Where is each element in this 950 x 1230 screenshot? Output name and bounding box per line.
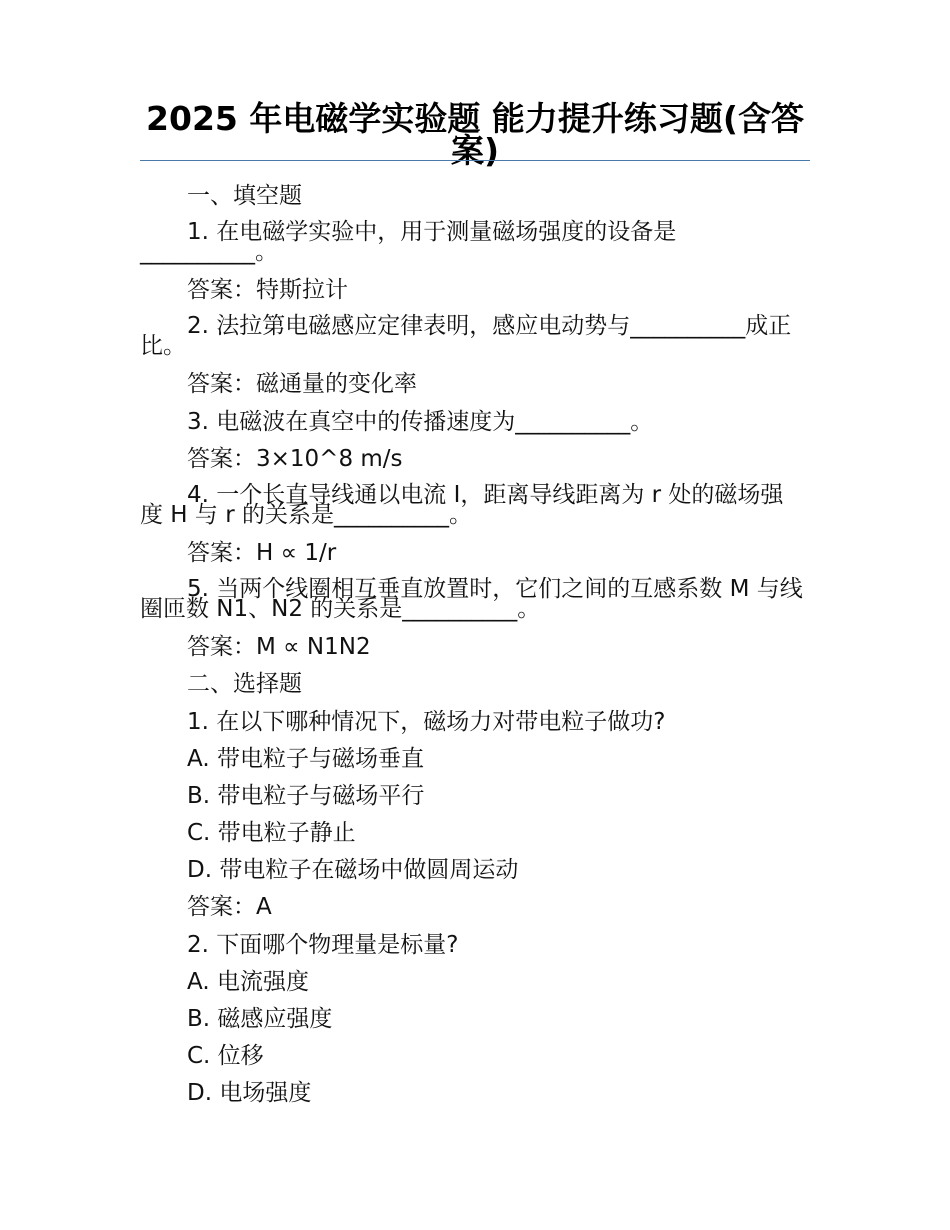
fill-answer-5: 答案：M ∝ N1N2 xyxy=(187,634,371,661)
choice-option-1c: C. 带电粒子静止 xyxy=(187,820,356,847)
document-title: 2025 年电磁学实验题 能力提升练习题(含答案) xyxy=(146,99,804,170)
document-body xyxy=(140,178,805,1113)
choice-question-1: 1. 在以下哪种情况下，磁场力对带电粒子做功? xyxy=(187,708,666,735)
section-heading-fill: 一、填空题 xyxy=(187,183,302,209)
fill-answer-3: 答案：3×10^8 m/s xyxy=(187,445,403,472)
title-divider xyxy=(140,160,810,161)
fill-question-2: 2. 法拉第电磁感应定律表明，感应电动势与__________成正比。 xyxy=(140,313,792,360)
fill-answer-1: 答案：特斯拉计 xyxy=(187,277,348,304)
choice-option-2c: C. 位移 xyxy=(187,1043,264,1070)
choice-option-1b: B. 带电粒子与磁场平行 xyxy=(187,782,425,809)
choice-option-1d: D. 带电粒子在磁场中做圆周运动 xyxy=(187,857,519,884)
choice-option-2b: B. 磁感应强度 xyxy=(187,1006,333,1032)
fill-question-3: 3. 电磁波在真空中的传播速度为__________。 xyxy=(187,408,654,435)
choice-option-1a: A. 带电粒子与磁场垂直 xyxy=(187,745,424,772)
choice-option-2d: D. 电场强度 xyxy=(187,1080,312,1107)
choice-question-2: 2. 下面哪个物理量是标量? xyxy=(187,931,459,958)
fill-answer-2: 答案：磁通量的变化率 xyxy=(187,371,417,398)
fill-question-1: 1. 在电磁学实验中，用于测量磁场强度的设备是__________。 xyxy=(140,219,677,266)
fill-question-4: 4. 一个长直导线通以电流 I，距离导线距离为 r 处的磁场强度 H 与 r 的关系是__________。 xyxy=(140,481,784,528)
section-heading-choice: 二、选择题 xyxy=(187,671,302,698)
fill-answer-4: 答案：H ∝ 1/r xyxy=(187,539,337,566)
fill-question-5: 5. 当两个线圈相互垂直放置时，它们之间的互感系数 M 与线圈匝数 N1、N2 的关系是__________。 xyxy=(140,576,803,623)
choice-option-2a: A. 电流强度 xyxy=(187,968,309,995)
choice-answer-1: 答案：A xyxy=(187,894,272,921)
